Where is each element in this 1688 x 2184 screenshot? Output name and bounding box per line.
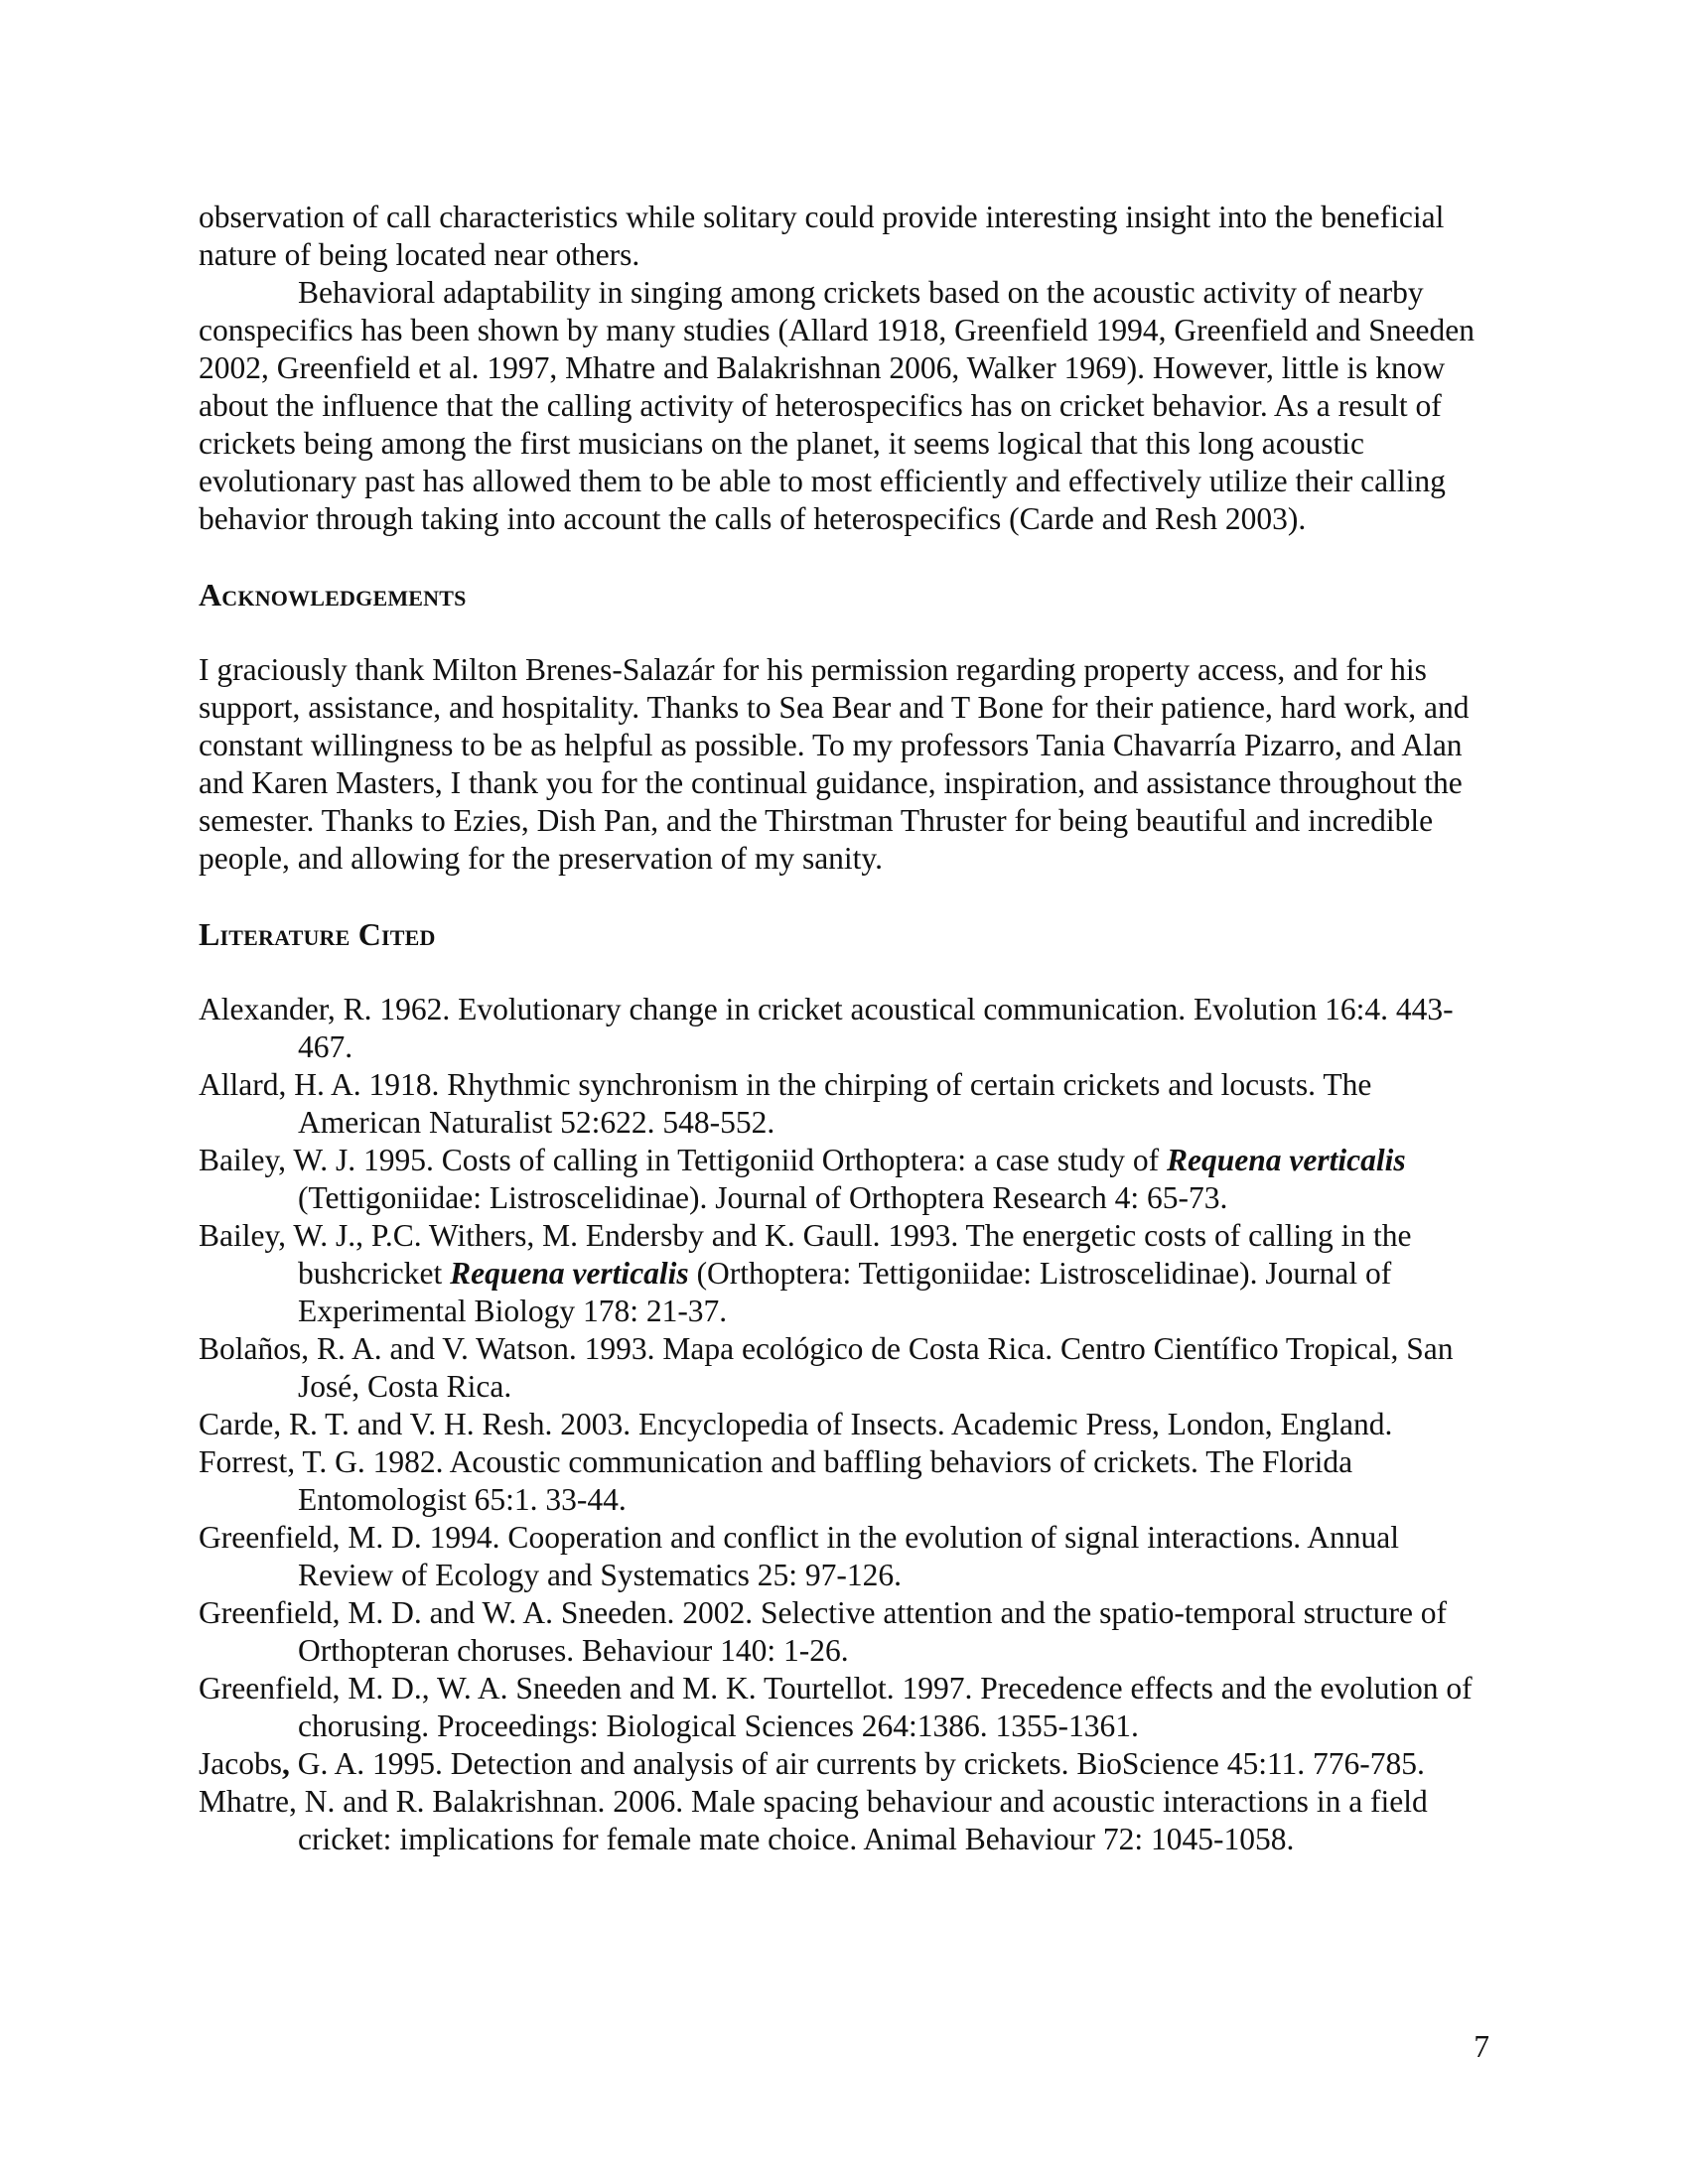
reference-text: Bailey, W. J. 1995. Costs of calling in Tettigoniid Orthoptera: a case study of <box>199 1143 1168 1177</box>
reference-author: Jacobs <box>199 1746 282 1781</box>
reference-item <box>199 1217 1489 1330</box>
reference-item: Forrest, T. G. 1982. Acoustic communication and baffling behaviors of crickets. The Florida Entomologist 65:1. 33-44. <box>199 1444 1353 1517</box>
acknowledgements-heading: Acknowledgements <box>199 577 467 613</box>
reference-text: Bailey, W. J., P.C. Withers, M. Endersby and K. Gaull. 1993. The energetic costs of calling in the bushcricket <box>199 1218 1412 1291</box>
reference-list <box>199 991 1489 1858</box>
reference-item: Alexander, R. 1962. Evolutionary change in cricket acoustical communication. Evolution 16:4. 443-467. <box>199 992 1454 1064</box>
intro-paragraph-continued: observation of call characteristics while solitary could provide interesting insight into the beneficial nature of being located near others. <box>199 200 1445 272</box>
acknowledgements-text: I graciously thank Milton Brenes-Salazár for his permission regarding property access, and for his support, assistance, and hospitality. Thanks to Sea Bear and T Bone for their patience, hard work, and constant willingness to be as helpful as possible. To my professors Tania Chavarría Pizarro, and Alan and Karen Masters, I thank you for the continual guidance, inspiration, and assistance throughout the semester. Thanks to Ezies, Dish Pan, and the Thirstman Thruster for being beautiful and incredible people, and allowing for the preservation of my sanity. <box>199 652 1470 876</box>
literature-cited-heading: Literature Cited <box>199 916 436 952</box>
reference-text: G. A. 1995. Detection and analysis of air currents by crickets. BioScience 45:11. 776-785. <box>289 1746 1425 1781</box>
reference-item: Carde, R. T. and V. H. Resh. 2003. Encyclopedia of Insects. Academic Press, London, England. <box>199 1407 1393 1441</box>
reference-item: Bolaños, R. A. and V. Watson. 1993. Mapa ecológico de Costa Rica. Centro Científico Tropical, San José, Costa Rica. <box>199 1331 1454 1404</box>
page-body <box>199 199 1489 1858</box>
reference-item: Greenfield, M. D., W. A. Sneeden and M. K. Tourtellot. 1997. Precedence effects and the evolution of chorusing. Proceedings: Biological Sciences 264:1386. 1355-1361. <box>199 1671 1473 1743</box>
reference-item <box>199 1745 1489 1783</box>
species-name: Requena verticalis <box>450 1256 689 1291</box>
page-number: 7 <box>1474 2029 1489 2064</box>
reference-item: Mhatre, N. and R. Balakrishnan. 2006. Male spacing behaviour and acoustic interactions in a field cricket: implications for female mate choice. Animal Behaviour 72: 1045-1058. <box>199 1784 1428 1856</box>
reference-text: (Tettigoniidae: Listroscelidinae). Journal of Orthoptera Research 4: 65-73. <box>298 1180 1228 1215</box>
reference-item <box>199 1142 1489 1217</box>
species-name: Requena verticalis <box>1167 1143 1406 1177</box>
reference-item: Greenfield, M. D. and W. A. Sneeden. 2002. Selective attention and the spatio-temporal structure of Orthopteran choruses. Behaviour 140: 1-26. <box>199 1595 1448 1668</box>
reference-text: (Orthoptera: Tettigoniidae: Listroscelidinae). Journal of Experimental Biology 178: 21-37. <box>298 1256 1392 1328</box>
reference-comma: , <box>281 1746 290 1781</box>
reference-item: Greenfield, M. D. 1994. Cooperation and conflict in the evolution of signal interactions. Annual Review of Ecology and Systematics 25: 97-126. <box>199 1520 1399 1592</box>
reference-item: Allard, H. A. 1918. Rhythmic synchronism in the chirping of certain crickets and locusts. The American Naturalist 52:622. 548-552. <box>199 1067 1372 1140</box>
intro-paragraph: Behavioral adaptability in singing among crickets based on the acoustic activity of nearby conspecifics has been shown by many studies (Allard 1918, Greenfield 1994, Greenfield and Sneeden 2002, Greenfield et al. 1997, Mhatre and Balakrishnan 2006, Walker 1969). However, little is know about the influence that the calling activity of heterospecifics has on cricket behavior. As a result of crickets being among the first musicians on the planet, it seems logical that this long acoustic evolutionary past has allowed them to be able to most efficiently and effectively utilize their calling behavior through taking into account the calls of heterospecifics (Carde and Resh 2003). <box>199 275 1476 536</box>
